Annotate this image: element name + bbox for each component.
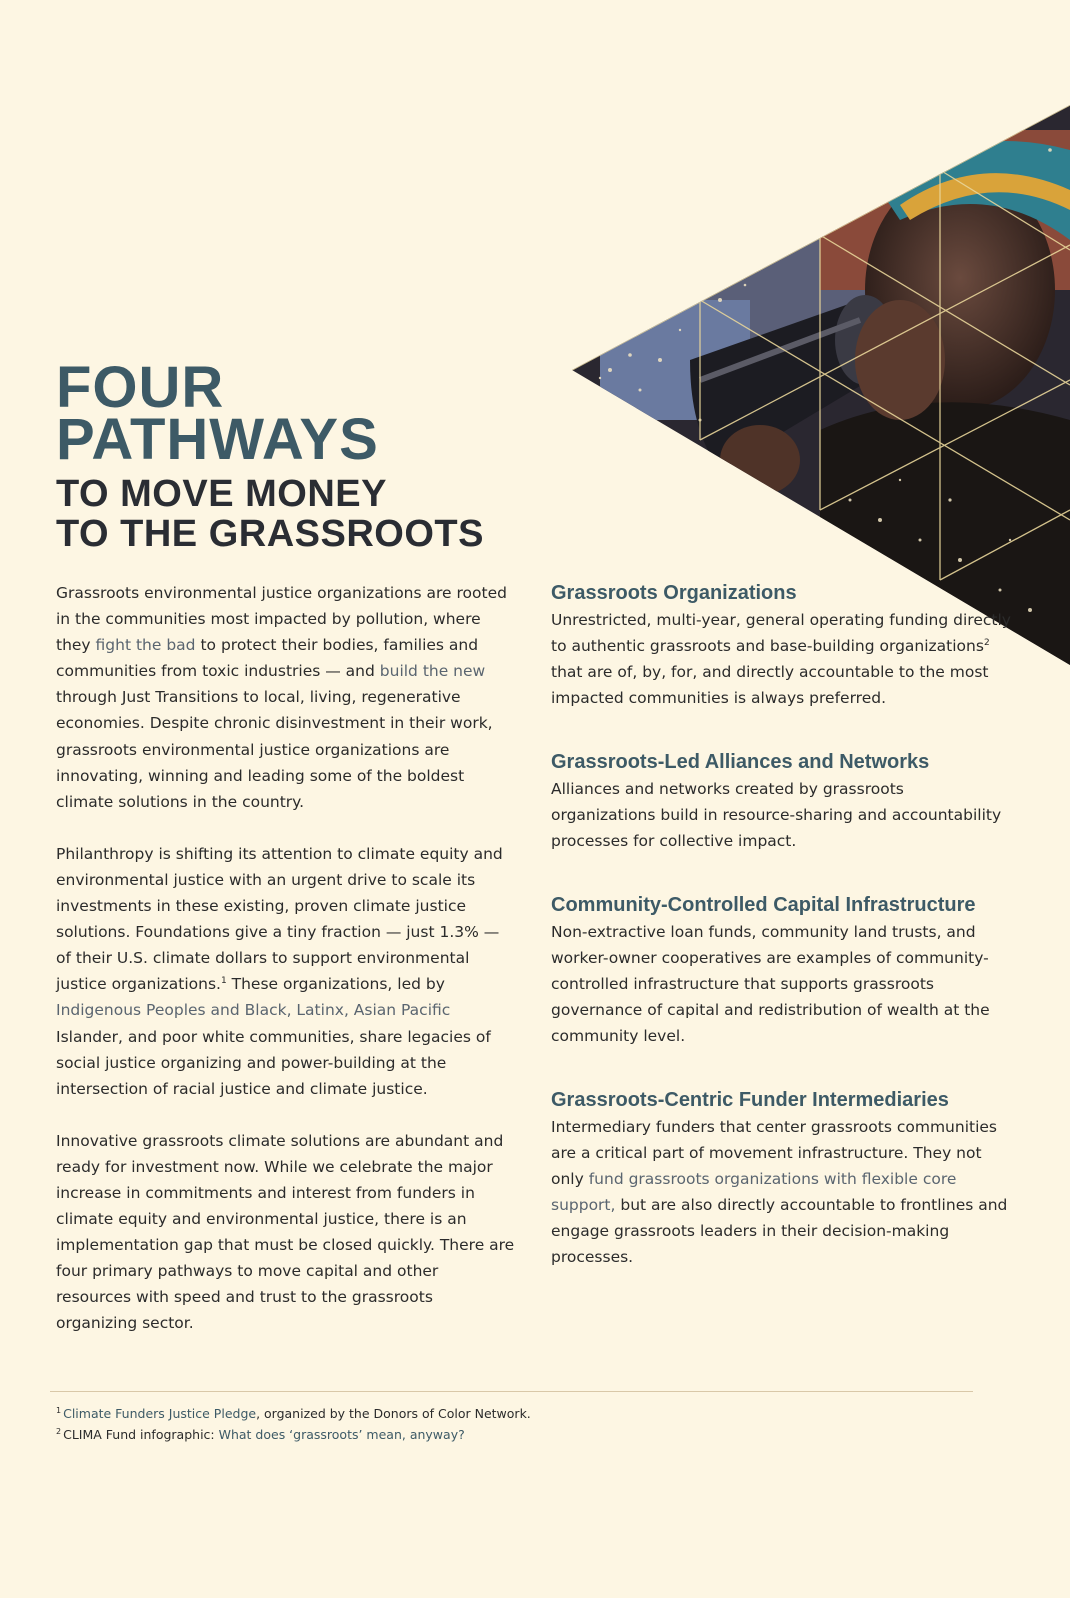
title-block: [56, 355, 526, 555]
fight-the-bad-link[interactable]: fight the bad: [95, 636, 196, 655]
pathway-text: [551, 607, 1011, 711]
footnote-divider: [50, 1391, 973, 1392]
subtitle-line-1: TO MOVE MONEY: [56, 473, 387, 515]
footnote-2: [56, 1424, 956, 1445]
title-line-four: FOUR: [56, 355, 225, 420]
intro-p2-text-b: These organizations, led by: [226, 975, 445, 994]
pathway-text-b: that are of, by, for, and directly accountable to the most impacted communities is always preferred.: [551, 663, 989, 707]
footnotes: [56, 1403, 956, 1445]
footnote-number: 2: [56, 1426, 62, 1436]
pathway-heading: Grassroots-Led Alliances and Networks: [551, 751, 930, 773]
intro-paragraph-2: [56, 841, 518, 1102]
fund-grassroots-link[interactable]: fund grassroots organizations with flexible core support,: [551, 1170, 957, 1214]
pathway-heading: Grassroots Organizations: [551, 582, 797, 604]
climate-funders-justice-pledge-link[interactable]: Climate Funders Justice Pledge: [63, 1406, 257, 1421]
footnote-ref-1[interactable]: 1: [220, 976, 227, 987]
footnote-text: , organized by the Donors of Color Network.: [256, 1406, 531, 1421]
pathway-funder-intermediaries: [551, 1087, 1011, 1270]
intro-p2-text-c: Islander, and poor white communities, share legacies of social justice organizing and power-building at the intersection of racial justice and climate justice.: [56, 1027, 491, 1098]
pathway-text: Alliances and networks created by grassroots organizations build in resource-sharing and accountability processes for collective impact.: [551, 780, 1002, 850]
pathway-heading: Community-Controlled Capital Infrastructure: [551, 894, 976, 916]
build-the-new-link[interactable]: build the new: [379, 662, 486, 681]
intro-column: [56, 580, 518, 1363]
pathway-grassroots-organizations: [551, 580, 1011, 711]
intro-paragraph-1: [56, 580, 518, 815]
pathway-heading: Grassroots-Centric Funder Intermediaries: [551, 1089, 949, 1111]
intro-p2-text-a: Philanthropy is shifting its attention to climate equity and environmental justice with an urgent drive to scale its investments in these existing, proven climate justice solutions. Foundations give a tiny fraction — just 1.3% — of their U.S. climate dollars to support environmental justice organizations.: [56, 844, 503, 994]
footnote-number: 1: [56, 1405, 62, 1415]
pathways-column: [551, 580, 1011, 1308]
footnote-text: CLIMA Fund infographic:: [63, 1427, 219, 1442]
footnote-1: [56, 1403, 956, 1424]
pathway-text-a: Unrestricted, multi-year, general operating funding directly to authentic grassroots and base-building organizations: [551, 611, 1011, 655]
title-line-pathways: PATHWAYS: [56, 407, 379, 472]
pathway-text: [551, 1114, 1011, 1270]
footnote-ref-2[interactable]: 2: [983, 637, 990, 648]
intro-p1-text-b: to protect their bodies, families and communities from toxic industries — and: [56, 636, 479, 681]
indigenous-peoples-link[interactable]: Indigenous Peoples and Black, Latinx, Asian Pacific: [56, 1001, 451, 1020]
grassroots-meaning-link[interactable]: What does ‘grassroots’ mean, anyway?: [218, 1427, 465, 1442]
pathway-capital-infrastructure: [551, 892, 1011, 1049]
pathway-text-b: but are also directly accountable to frontlines and engage grassroots leaders in their decision-making processes.: [551, 1196, 1008, 1266]
intro-paragraph-3: Innovative grassroots climate solutions are abundant and ready for investment now. While we celebrate the major increase in commitments and interest from funders in climate equity and environmental justice, there is an implementation gap that must be closed quickly. There are four primary pathways to move capital and other resources with speed and trust to the grassroots organizing sector.: [56, 1131, 515, 1333]
intro-p1-text-a: Grassroots environmental justice organizations are rooted in the communities most impacted by pollution, where they: [56, 584, 507, 655]
pathway-text: Non-extractive loan funds, community land trusts, and worker-owner cooperatives are examples of community-controlled infrastructure that supports grassroots governance of capital and redistribution of wealth at the community level.: [551, 923, 990, 1045]
pathway-text-a: Intermediary funders that center grassroots communities are a critical part of movement infrastructure. They not only: [551, 1118, 998, 1188]
subtitle-line-2: TO THE GRASSROOTS: [56, 513, 484, 555]
pathway-alliances-networks: [551, 749, 1011, 854]
intro-p1-text-c: through Just Transitions to local, living, regenerative economies. Despite chronic disinvestment in their work, grassroots environmental justice organizations are innovating, winning and leading some of the boldest climate solutions in the country.: [56, 688, 493, 811]
